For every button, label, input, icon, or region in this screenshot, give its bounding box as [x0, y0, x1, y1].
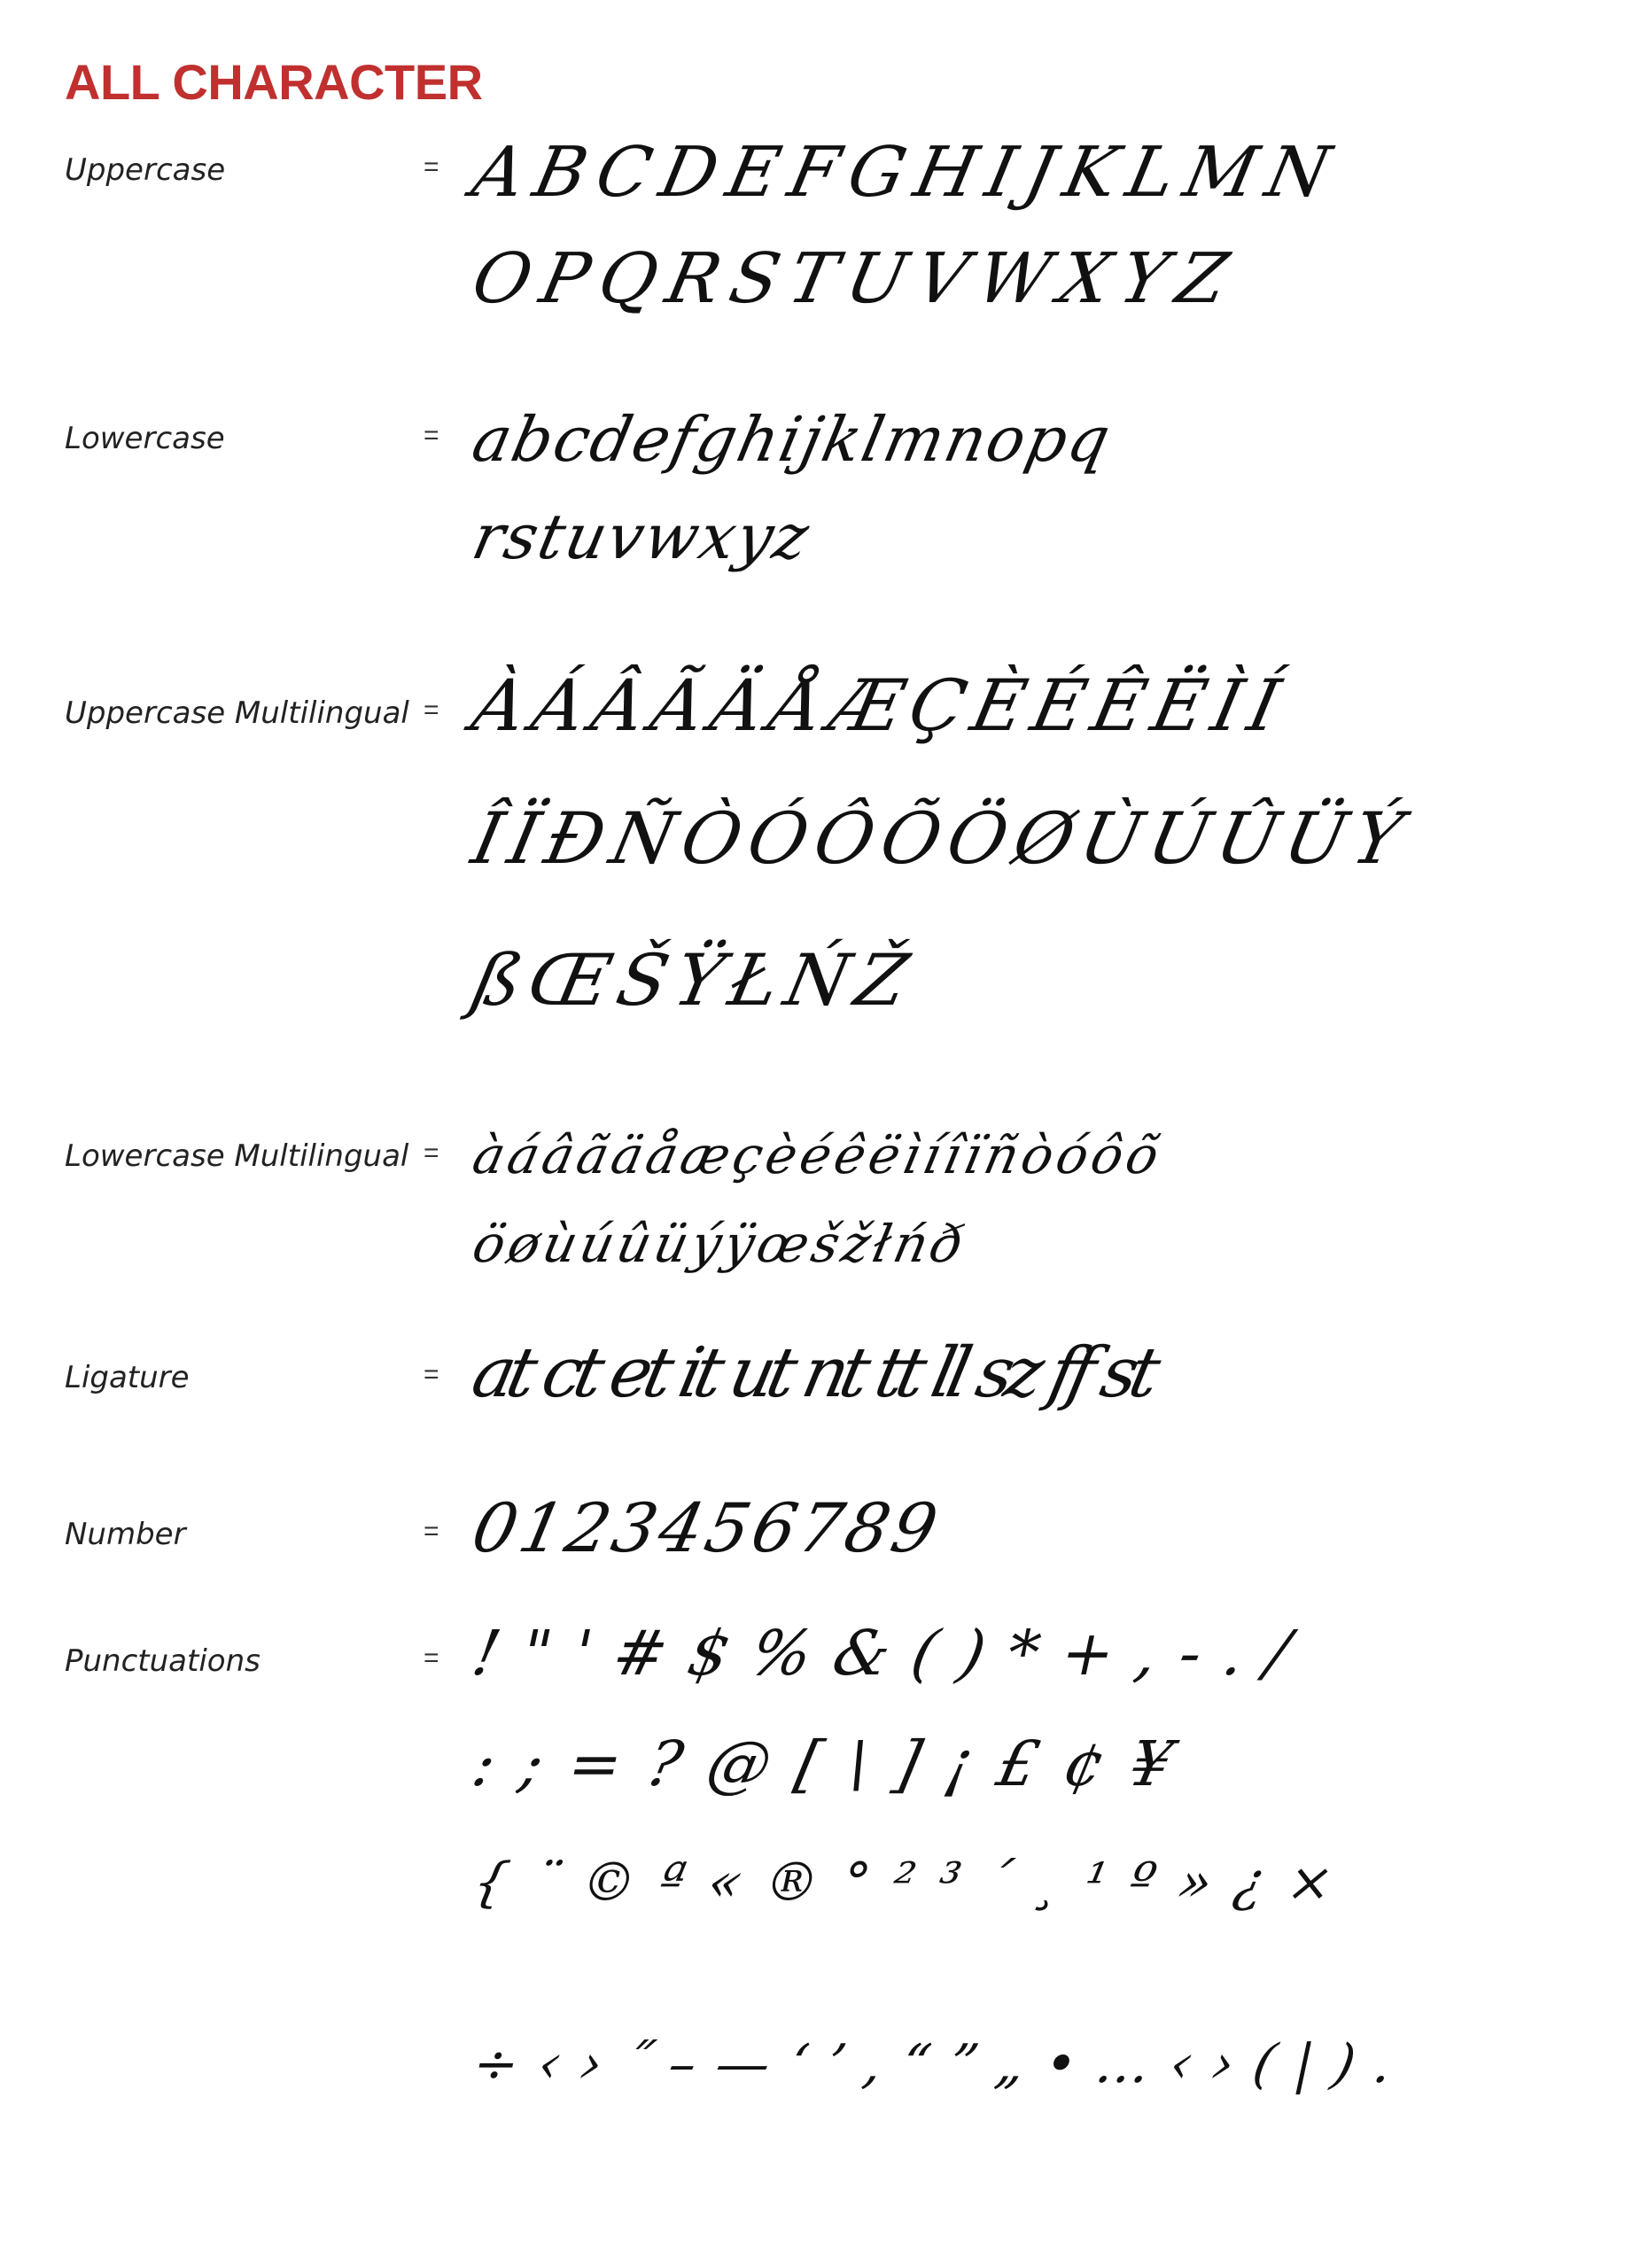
equals-sign: = [424, 152, 439, 182]
glyph-line: O P Q R S T U V W X Y Z [465, 239, 1230, 319]
glyph-line: 0 1 2 3 4 5 6 7 8 9 [465, 1488, 936, 1567]
equals-sign: = [424, 1643, 439, 1673]
glyph-line: ! " ' # $ % & ( ) * + , - . / [466, 1617, 1298, 1689]
glyph-line: à á â ã ä å æ ç è é ê ë ì í î ï ñ ò ó ô õ [467, 1125, 1158, 1185]
glyph-line: a b c d e f g h i j k l m n o p q [466, 403, 1108, 476]
equals-sign: = [424, 695, 439, 725]
row-label: Uppercase [65, 152, 226, 188]
equals-sign: = [424, 421, 439, 450]
glyph-line: at ct et it ut nt tt ll sz ff st [465, 1333, 1161, 1413]
glyph-line: : ; = ? @ [ \ ] ¡ £ ¢ ¥ [466, 1728, 1182, 1800]
row-label: Punctuations [65, 1643, 260, 1679]
row-label: Lowercase [65, 421, 225, 456]
equals-sign: = [424, 1517, 439, 1546]
row-label: Lowercase Multilingual [65, 1138, 409, 1174]
glyph-line: A B C D E F G H I J K L M N [465, 133, 1332, 213]
row-label: Ligature [65, 1360, 190, 1395]
row-label: Number [65, 1517, 186, 1552]
glyph-line: { ¨ © ª « ® ° ² ³ ´ ¸ ¹ º » ¿ × [467, 1852, 1343, 1914]
glyph-line: À Á Â Ã Ä Å Æ Ç È É Ê Ë Ì Í [465, 664, 1280, 747]
equals-sign: = [424, 1138, 439, 1168]
equals-sign: = [424, 1360, 439, 1389]
glyph-line: ÷ ‹ › ˝ – — ‘ ’ ‚ “ ” „ • … ‹ › ( | ) . [467, 2033, 1401, 2095]
glyph-line: Î Ï Ð Ñ Ò Ó Ô Õ Ö Ø Ù Ú Û Ü Ý [465, 797, 1403, 880]
row-label: Uppercase Multilingual [65, 695, 409, 731]
page-title: ALL CHARACTER [65, 54, 483, 110]
glyph-line: ß Œ Š Ÿ Ł Ń Ž [465, 939, 908, 1021]
glyph-line: r s t u v w x y z [466, 501, 806, 573]
glyph-line: ö ø ù ú û ü ý ÿ œ š ž ł ń ð [467, 1214, 963, 1274]
